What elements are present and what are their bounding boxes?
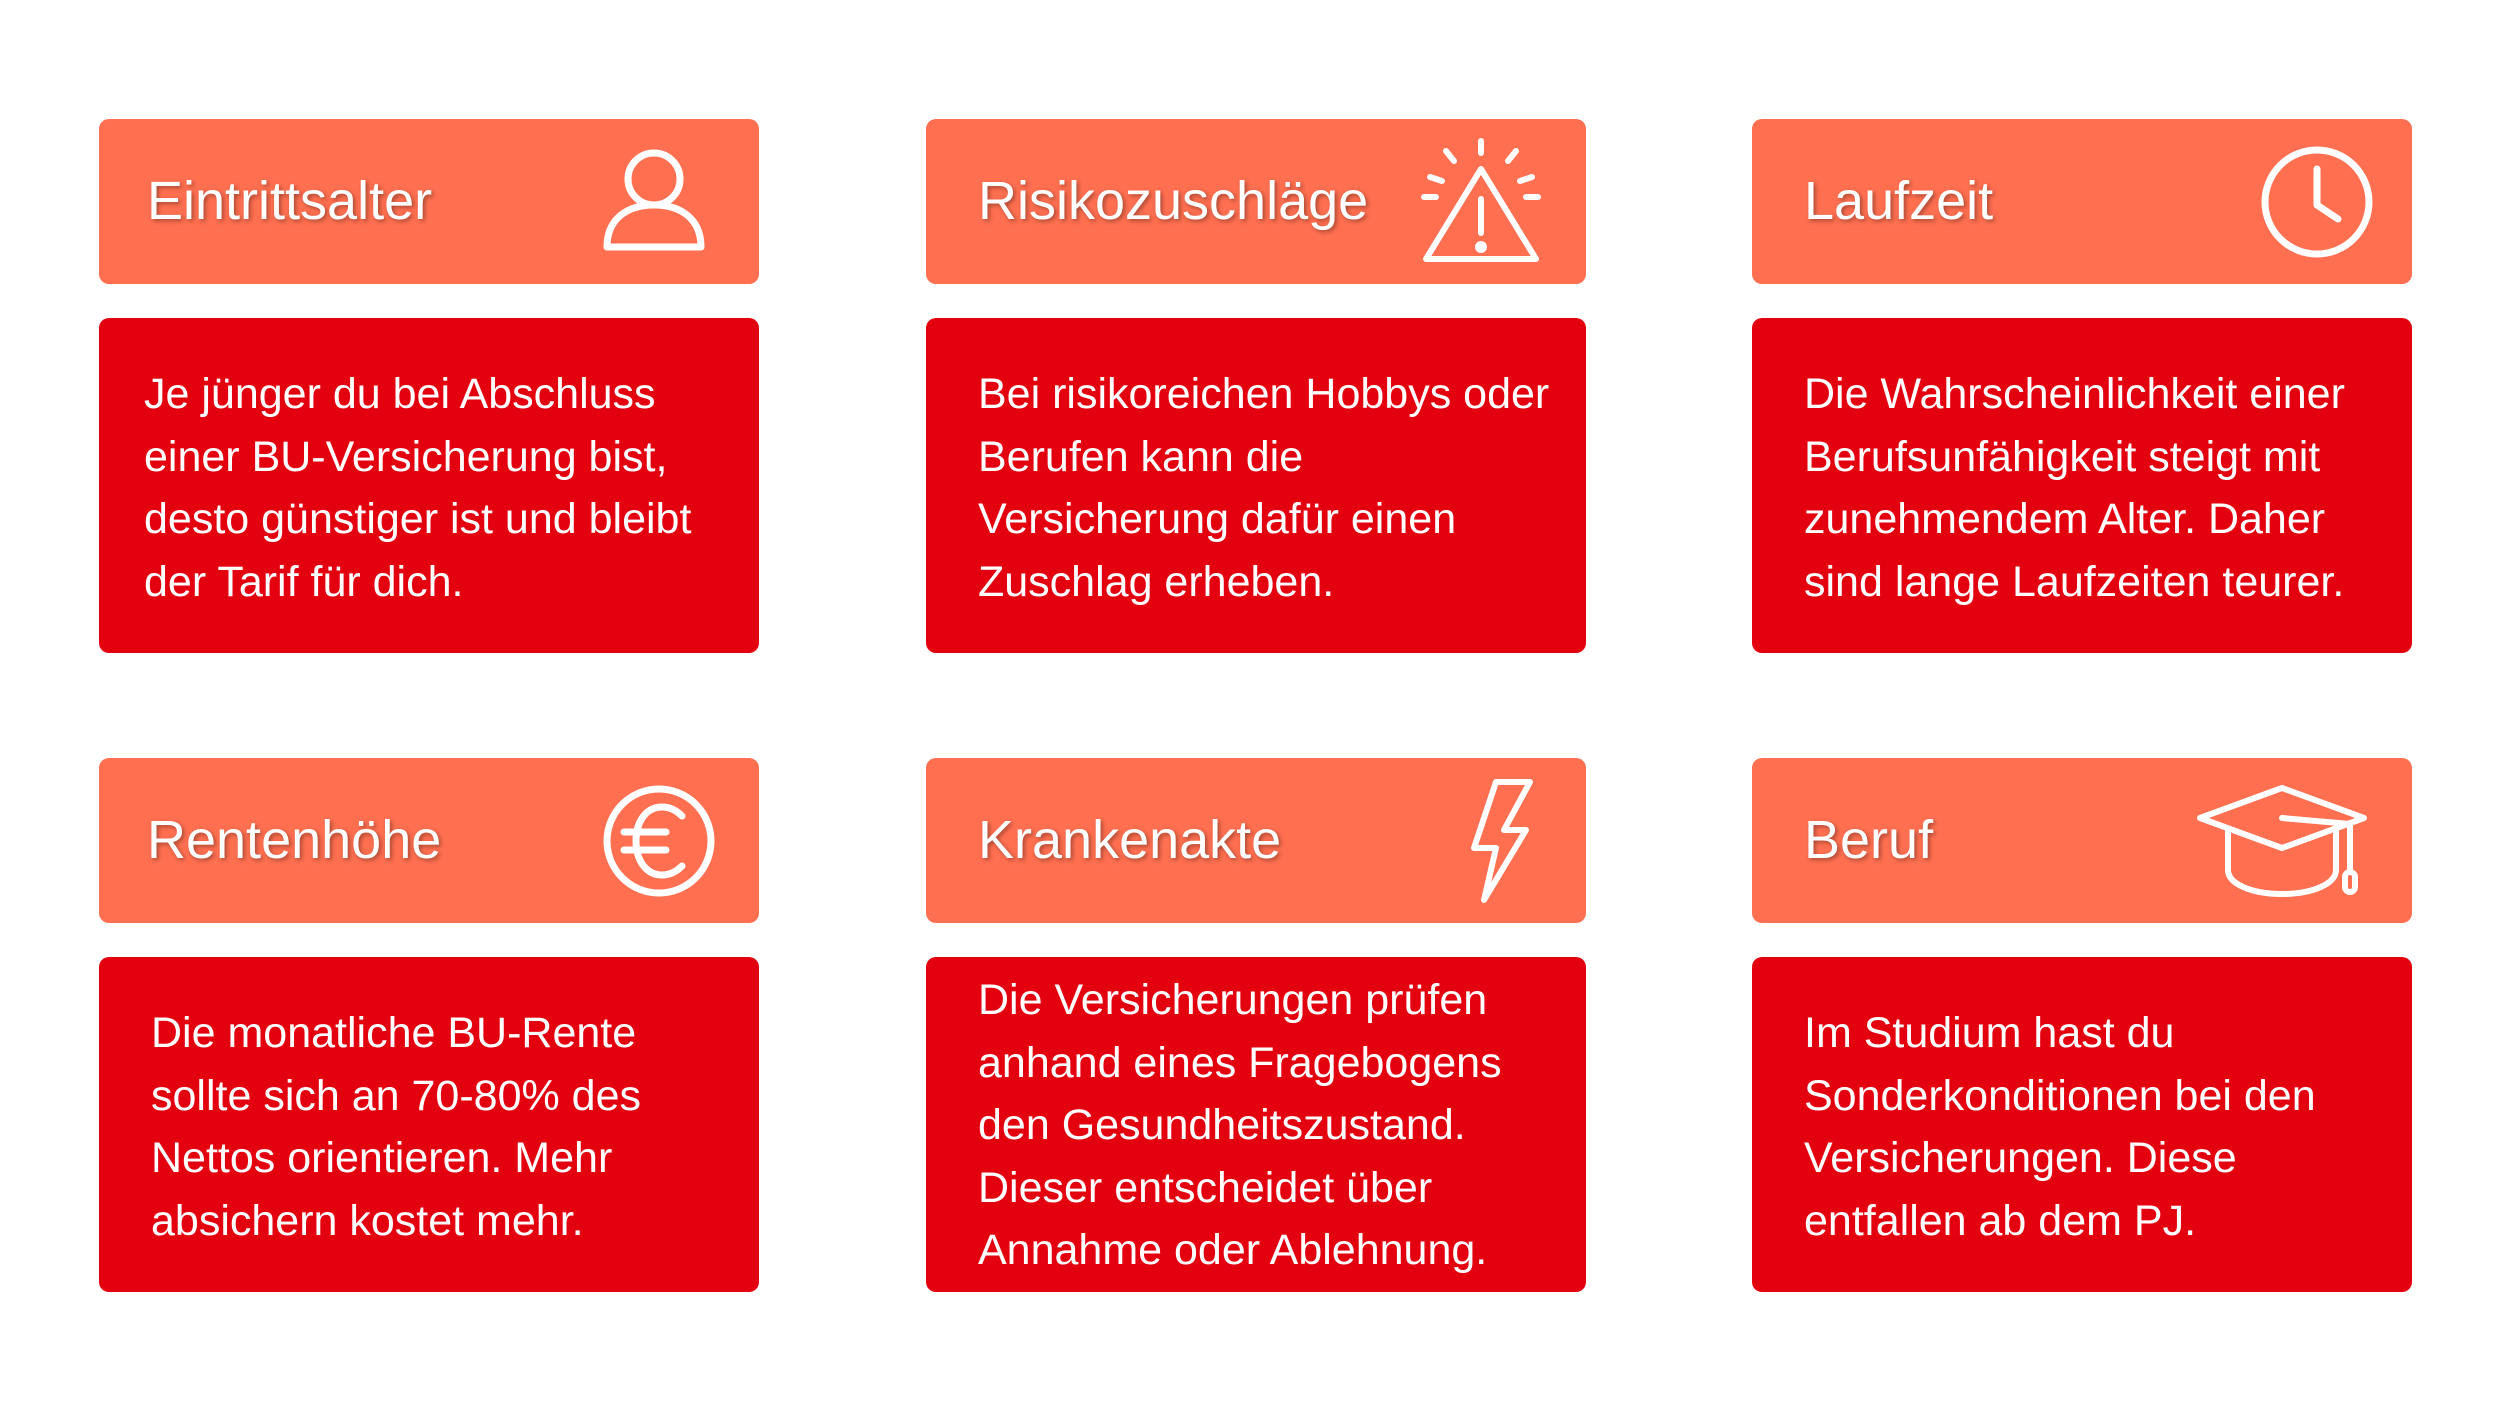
graduation-cap-icon [2192,776,2372,906]
card-body-krankenakte [926,957,1586,1292]
card-header-eintrittsalter [99,119,759,284]
card-title: Krankenakte [978,810,1282,870]
warning-icon [1416,137,1546,267]
card-title: Risikozuschläge [978,171,1369,231]
card-header-beruf [1752,758,2412,923]
card-header-laufzeit [1752,119,2412,284]
card-title: Laufzeit [1804,171,1994,231]
card-body-laufzeit [1752,318,2412,653]
card-text: Je jünger du bei Abschluss einer BU-Versicherung bist, desto günstiger ist und bleibt der Tarif für dich. [144,370,692,606]
person-icon [589,137,719,267]
card-text: Die Versicherungen prüfen anhand eines Fragebogens den Gesundheitszustand. Dieser entscheidet über Annahme oder Ablehnung. [978,976,1502,1274]
card-text: Die monatliche BU-Rente sollte sich an 70-80% des Nettos orientieren. Mehr absichern kostet mehr. [151,1009,642,1245]
card-body-risikozuschlaege [926,318,1586,653]
card-body-beruf [1752,957,2412,1292]
card-title: Rentenhöhe [147,810,442,870]
euro-icon [594,776,724,906]
card-text: Bei risikoreichen Hobbys oder Berufen kann die Versicherung dafür einen Zuschlag erheben. [978,370,1550,606]
card-header-rentenhoehe [99,758,759,923]
card-body-eintrittsalter [99,318,759,653]
card-title: Beruf [1804,810,1934,870]
card-text: Im Studium hast du Sonderkonditionen bei den Versicherungen. Diese entfallen ab dem PJ. [1804,1009,2316,1245]
lightning-icon [1426,776,1556,906]
card-body-rentenhoehe [99,957,759,1292]
clock-icon [2252,137,2382,267]
card-header-risikozuschlaege [926,119,1586,284]
card-text: Die Wahrscheinlichkeit einer Berufsunfähigkeit steigt mit zunehmendem Alter. Daher sind lange Laufzeiten teurer. [1804,370,2345,606]
card-header-krankenakte [926,758,1586,923]
card-title: Eintrittsalter [147,171,433,231]
